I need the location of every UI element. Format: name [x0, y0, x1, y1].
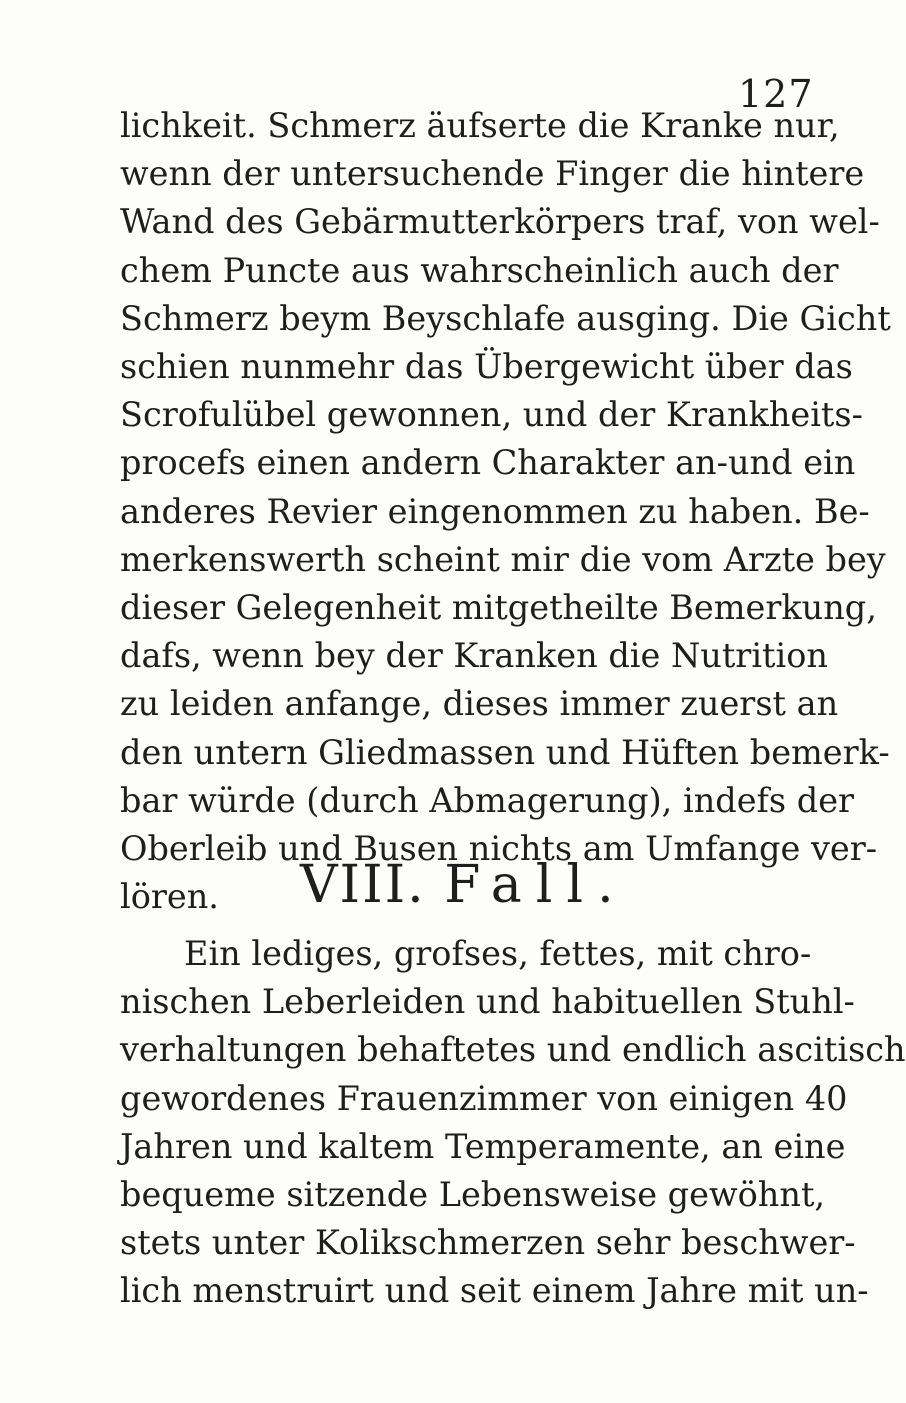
- text-line: gewordenes Frauenzimmer von einigen 40: [120, 1078, 848, 1118]
- heading-numeral: VIII.: [300, 855, 426, 915]
- text-line: stets unter Kolikschmerzen sehr beschwer-: [120, 1223, 856, 1263]
- text-line: verhaltungen behaftetes und endlich ascitisch: [120, 1030, 906, 1070]
- text-line: procefs einen andern Charakter an-und ein: [120, 443, 856, 483]
- text-line: merkenswerth scheint mir die vom Arzte bey: [120, 539, 886, 579]
- text-line: lichkeit. Schmerz äufserte die Kranke nur,: [120, 106, 840, 145]
- text-line: bequeme sitzende Lebensweise gewöhnt,: [120, 1175, 826, 1215]
- page-number: 127: [738, 72, 814, 116]
- text-line: bar würde (durch Abmagerung), indefs der: [120, 780, 855, 820]
- text-line: schien nunmehr das Übergewicht über das: [120, 347, 853, 387]
- text-line: Schmerz beym Beyschlafe ausging. Die Gicht: [120, 298, 891, 338]
- heading-word: Fall.: [444, 855, 628, 915]
- text-line: Jahren und kaltem Temperamente, an eine: [120, 1126, 846, 1166]
- text-line: anderes Revier eingenommen zu haben. Be-: [120, 491, 870, 531]
- text-line: lich menstruirt und seit einem Jahre mit un-: [120, 1271, 869, 1311]
- text-line: dieser Gelegenheit mitgetheilte Bemerkung,: [120, 588, 877, 628]
- paragraph-continued: [120, 102, 891, 921]
- paragraph-case: [120, 930, 906, 1316]
- text-line: Ein lediges, grofses, fettes, mit chro-: [184, 934, 812, 973]
- text-line: nischen Leberleiden und habituellen Stuhl-: [120, 982, 855, 1022]
- text-line: lören.: [120, 877, 219, 917]
- text-line: dafs, wenn bey der Kranken die Nutrition: [120, 636, 828, 676]
- text-line: wenn der untersuchende Finger die hintere: [120, 154, 865, 194]
- text-line: den untern Gliedmassen und Hüften bemerk-: [120, 732, 890, 772]
- text-line: Oberleib und Busen nichts am Umfange ver-: [120, 829, 878, 869]
- text-line: Scrofulübel gewonnen, und der Krankheits-: [120, 395, 863, 435]
- text-line: zu leiden anfange, dieses immer zuerst an: [120, 684, 839, 724]
- section-heading: [300, 855, 628, 915]
- text-line: chem Puncte aus wahrscheinlich auch der: [120, 250, 839, 290]
- text-line: Wand des Gebärmutterkörpers traf, von wel-: [120, 202, 880, 242]
